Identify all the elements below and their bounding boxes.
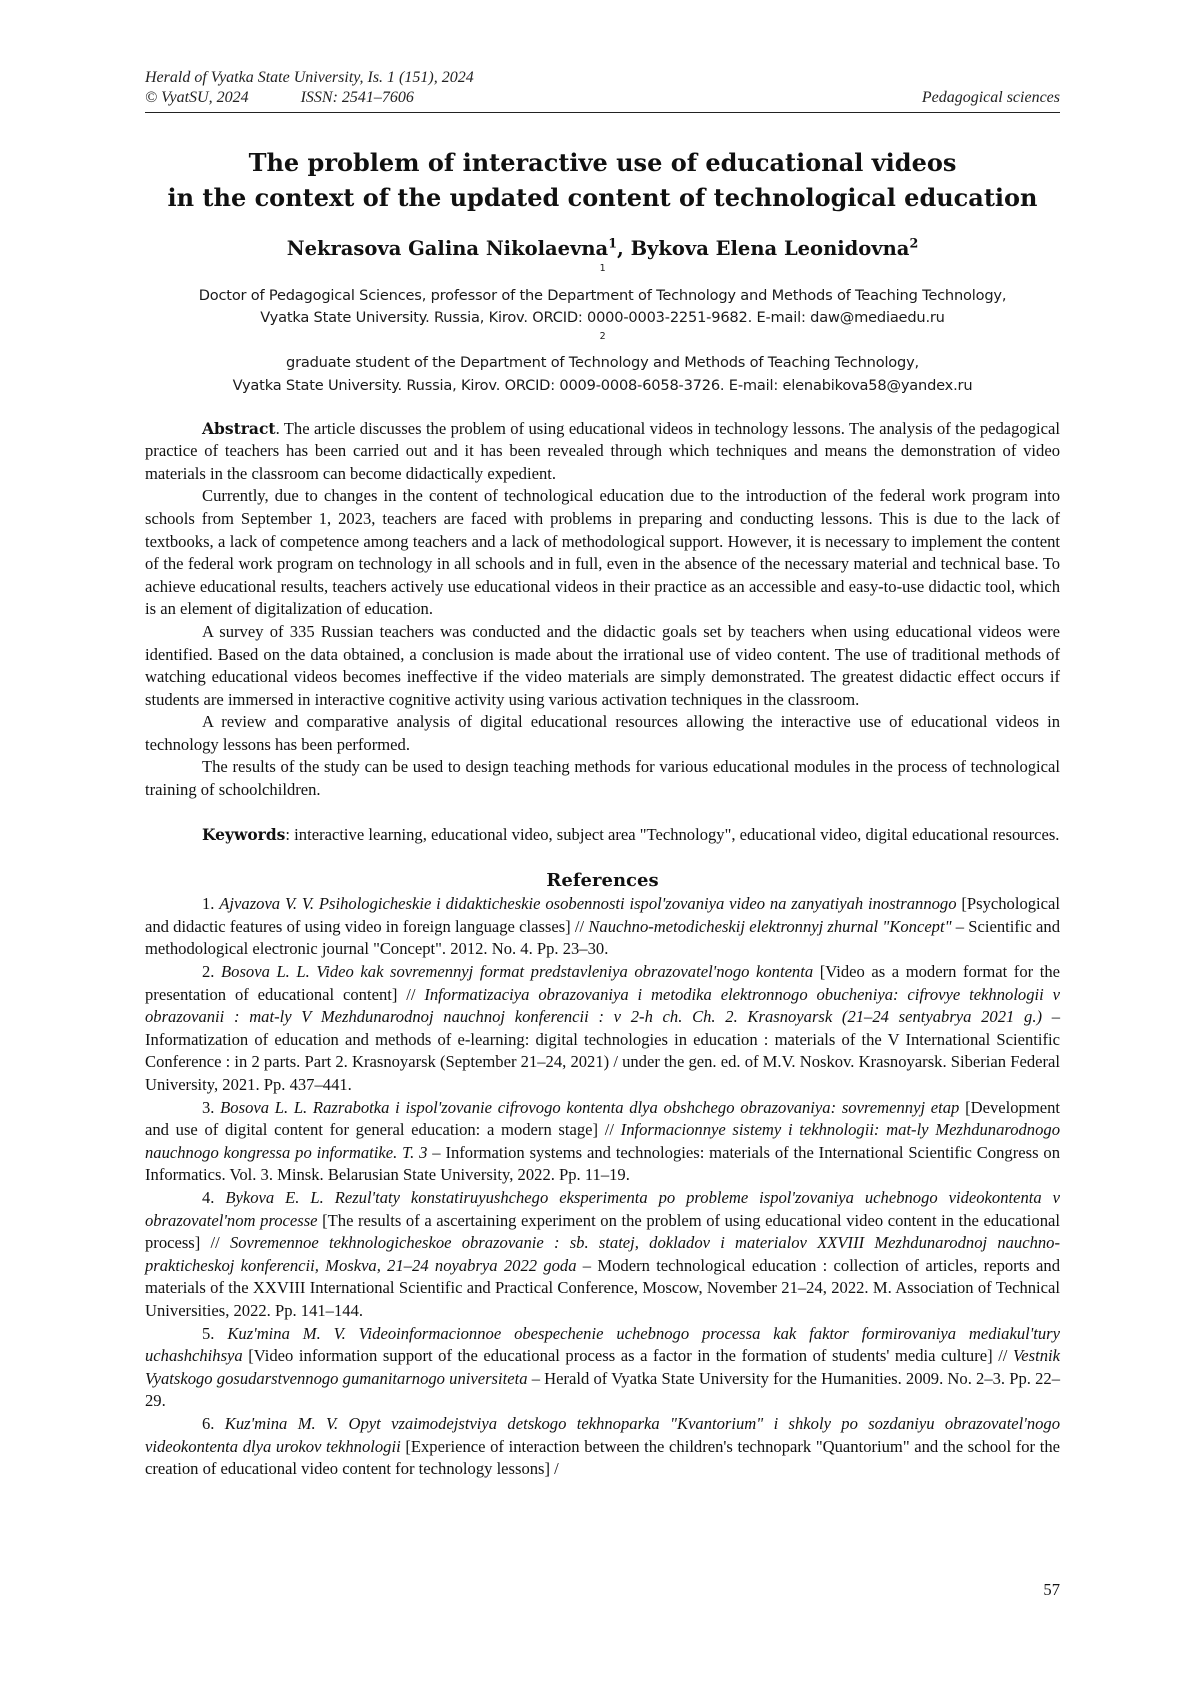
abstract-paragraph xyxy=(145,418,1060,486)
title-line-1: The problem of interactive use of educational videos xyxy=(248,148,957,177)
page-number: 57 xyxy=(1043,1580,1060,1599)
reference-item xyxy=(145,961,1060,1097)
keywords-text: : interactive learning, educational video, subject area "Technology", educational video, digital educational resources. xyxy=(285,824,1060,844)
affiliation-2-text: graduate student of the Department of Technology and Methods of Teaching Technology, xyxy=(286,354,919,372)
reference-details: – Informatization of education and methods of e-learning: digital technologies in education : materials of the V International Scientific Conference : in 2 parts. Part 2. Krasnoyarsk (September 21–24, 2021) / under the gen. ed. of M.V. Noskov. Krasnoyarsk. Siberian Federal University, 2021. Pp. 437–441. xyxy=(145,1007,1060,1094)
reference-container-title: Informacionnye sistemy i tekhnologii: mat-ly Mezhdunarodnogo nauchnogo kongressa po informatike. T. 3 xyxy=(145,1120,1060,1162)
reference-translation: [The results of a ascertaining experiment on the problem of using educational video content in the educational process] // xyxy=(145,1210,1060,1253)
affiliation-1-line-2: Vyatka State University. Russia, Kirov. ORCID: 0000-0003-2251-9682. E-mail: daw@mediaedu.ru xyxy=(260,309,945,327)
references-heading: References xyxy=(546,870,659,892)
author-1: Nekrasova Galina Nikolaevna xyxy=(286,237,609,260)
author-1-marker: 1 xyxy=(608,235,617,251)
reference-details: – Modern technological education : collection of articles, reports and materials of the XXVIII International Scientific and Practical Conference, Moscow, November 21–24, 2022. M. Association of Technical Universities, 2022. Pp. 141–144. xyxy=(145,1255,1060,1320)
abstract xyxy=(145,418,1060,802)
reference-number: 6. xyxy=(202,1413,225,1433)
reference-source-title: Ajvazova V. V. Psihologicheskie i didakticheskie osobennosti ispol'zovaniya video na zanyatiyah inostrannogo xyxy=(219,894,957,914)
running-head xyxy=(145,68,1060,108)
affiliation-2-marker: 2 xyxy=(599,330,606,342)
article-title xyxy=(145,145,1060,215)
reference-item xyxy=(145,1413,1060,1481)
reference-source-title: Bosova L. L. Razrabotka i ispol'zovanie cifrovogo kontenta dlya obshchego obrazovaniya: sovremennyj etap xyxy=(220,1097,960,1117)
reference-details: – Information systems and technologies: materials of the International Scientific Congress on Informatics. Vol. 3. Minsk. Belarusian State University, 2022. Pp. 11–19. xyxy=(145,1142,1060,1185)
section-name: Pedagogical sciences xyxy=(921,89,1060,106)
copyright-notice: © VyatSU, 2024 xyxy=(145,89,249,106)
reference-item xyxy=(145,1323,1060,1413)
reference-translation: [Video information support of the educational process as a factor in the formation of students' media culture] // xyxy=(242,1346,1013,1366)
author-2-marker: 2 xyxy=(909,235,919,251)
reference-number: 4. xyxy=(202,1187,226,1207)
title-line-2: in the context of the updated content of technological education xyxy=(167,183,1038,212)
abstract-paragraph: The results of the study can be used to design teaching methods for various educational modules in the process of technological training of schoolchildren. xyxy=(145,757,1060,800)
reference-item xyxy=(145,1187,1060,1323)
abstract-paragraph: A survey of 335 Russian teachers was conducted and the didactic goals set by teachers when using educational videos were identified. Based on the data obtained, a conclusion is made about the irrational use of video content. The use of traditional methods of watching educational videos becomes ineffective if the video materials are simply demonstrated. The greatest didactic effect occurs if students are immersed in interactive cognitive activity using various activation techniques in the classroom. xyxy=(145,621,1060,709)
affiliation-1-text: Doctor of Pedagogical Sciences, professor of the Department of Technology and Methods of Teaching Technology, xyxy=(198,286,1007,304)
issn: ISSN: 2541–7606 xyxy=(300,89,414,106)
reference-source-title: Bosova L. L. Video kak sovremennyj format predstavleniya obrazovatel'nogo kontenta xyxy=(221,962,814,982)
keywords xyxy=(145,824,1060,847)
reference-details: – Herald of Vyatka State University for the Humanities. 2009. No. 2–3. Pp. 22–29. xyxy=(145,1368,1061,1411)
reference-container-title: Nauchno-metodicheskij elektronnyj zhurnal "Koncept" xyxy=(588,916,952,936)
reference-source-title: Bykova E. L. Rezul'taty konstatiruyushchego eksperimenta po probleme ispol'zovaniya uchebnogo videokontenta v obrazovatel'nom processe xyxy=(145,1187,1060,1230)
reference-number: 5. xyxy=(202,1323,228,1343)
author-separator: , xyxy=(617,237,631,260)
keywords-label: Keywords xyxy=(202,824,286,844)
affiliation-1-marker: 1 xyxy=(599,263,606,275)
reference-translation: [Video as a modern format for the presentation of educational content] // xyxy=(145,962,1060,1004)
reference-list xyxy=(145,893,1060,1480)
abstract-text: . The article discusses the problem of using educational videos in technology lessons. The analysis of the pedagogical practice of teachers has been carried out and it has been revealed through which techniques and means the demonstration of video materials in the classroom can become didactically expedient. xyxy=(145,418,1060,483)
header-rule xyxy=(145,112,1060,113)
reference-details: – Scientific and methodological electronic journal "Concept". 2012. No. 4. Pp. 23–30. xyxy=(145,916,1060,959)
reference-source-title: Kuz'mina M. V. Videoinformacionnoe obespechenie uchebnogo processa kak faktor formirovaniya mediakul'tury uchashchihsya xyxy=(145,1323,1061,1366)
affiliation-1-line-1 xyxy=(145,262,1060,307)
reference-item xyxy=(145,1097,1060,1187)
affiliation-2-line-1 xyxy=(145,330,1060,375)
reference-item xyxy=(145,893,1060,961)
journal-name: Herald of Vyatka State University, Is. 1 (151), 2024 xyxy=(145,69,474,86)
reference-translation: [Psychological and didactic features of using video in foreign language classes] // xyxy=(145,894,1060,936)
reference-container-title: Informatizaciya obrazovaniya i metodika elektronnogo obucheniya: cifrovye tekhnologii v obrazovanii : mat-ly V Mezhdunarodnoj nauchnoj konferencii : v 2-h ch. Ch. 2. Krasnoyarsk (21–24 sentyabrya 2021 g.) xyxy=(145,984,1060,1027)
author-list xyxy=(145,236,1060,262)
reference-translation: [Development and use of digital content for general education: a modern stage] // xyxy=(145,1097,1060,1140)
author-2: Bykova Elena Leonidovna xyxy=(630,237,910,260)
abstract-label: Abstract xyxy=(202,418,276,438)
affiliation-2-line-2: Vyatka State University. Russia, Kirov. ORCID: 0009-0008-6058-3726. E-mail: elenabikova58@yandex.ru xyxy=(232,376,973,394)
reference-number: 2. xyxy=(202,962,222,982)
reference-container-title: Sovremennoe tekhnologicheskoe obrazovanie : sb. statej, dokladov i materialov XXVIII Mezhdunarodnoj nauchno-prakticheskoj konferencii, Moskva, 21–24 noyabrya 2022 goda xyxy=(145,1233,1060,1275)
abstract-paragraph: Currently, due to changes in the content of technological education due to the introduction of the federal work program into schools from September 1, 2023, teachers are faced with problems in preparing and conducting lessons. This is due to the lack of textbooks, a lack of competence among teachers and a lack of methodological support. However, it is necessary to implement the content of the federal work program on technology in all schools and in full, even in the absence of the necessary material and technical base. To achieve educational results, teachers actively use educational videos in their practice as an accessible and easy-to-use didactic tool, which is an element of digitalization of education. xyxy=(145,486,1060,619)
affiliations xyxy=(145,262,1060,398)
reference-container-title: Vestnik Vyatskogo gosudarstvennogo gumanitarnogo universiteta xyxy=(145,1346,1060,1388)
reference-translation: [Experience of interaction between the children's technopark "Quantorium" and the school for the creation of educational video content for technology lessons] / xyxy=(145,1436,1060,1479)
abstract-paragraph: A review and comparative analysis of digital educational resources allowing the interactive use of educational videos in technology lessons has been performed. xyxy=(145,712,1060,754)
reference-source-title: Kuz'mina M. V. Opyt vzaimodejstviya detskogo tekhnoparka "Kvantorium" i shkoly po sozdaniyu obrazovatel'nogo videokontenta dlya urokov tekhnologii xyxy=(145,1413,1061,1456)
reference-number: 1. xyxy=(202,894,220,914)
reference-number: 3. xyxy=(202,1097,221,1117)
